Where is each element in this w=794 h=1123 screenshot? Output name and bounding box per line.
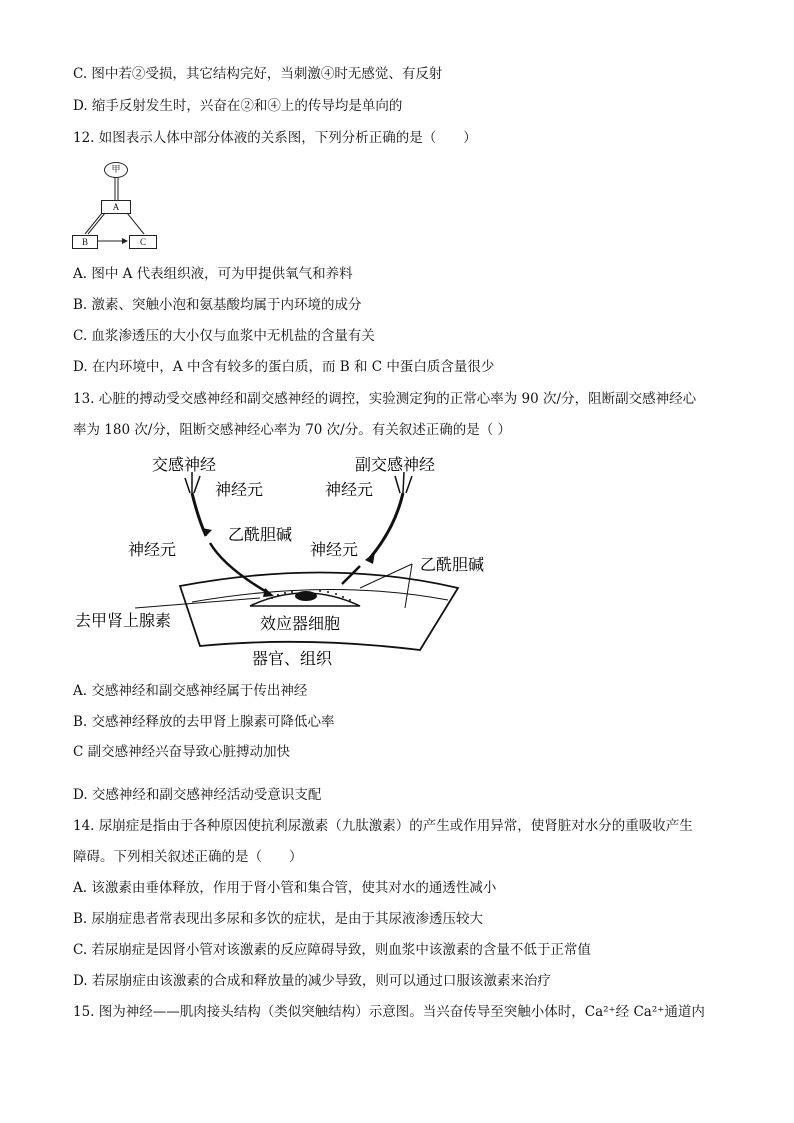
q13-label-parasympathetic: 副交感神经 <box>355 455 436 474</box>
q13-label-organ-tissue: 器官、组织 <box>252 649 333 668</box>
q12-option-d: D. 在内环境中，A 中含有较多的蛋白质，而 B 和 C 中蛋白质含量很少 <box>73 359 495 375</box>
q12-node-c: C <box>129 235 157 249</box>
q13-label-neuron-right-top: 神经元 <box>325 480 374 499</box>
q12-node-jia: 甲 <box>104 162 128 178</box>
q13-diagram-drawing <box>60 448 480 673</box>
q13-heart-nerve-diagram <box>60 448 485 673</box>
q13-label-sympathetic: 交感神经 <box>152 455 217 474</box>
q13-label-norepinephrine: 去甲肾上腺素 <box>75 611 172 630</box>
q13-stem-line-1: 13. 心脏的搏动受交感神经和副交感神经的调控，实验测定狗的正常心率为 90 次/分，阻断副交感神经心 <box>73 391 697 407</box>
q12-node-a: A <box>101 200 131 214</box>
q13-label-acetylcholine-right: 乙酰胆碱 <box>420 555 485 574</box>
q13-label-neuron-right-bottom: 神经元 <box>310 540 359 559</box>
q14-option-b: B. 尿崩症患者常表现出多尿和多饮的症状，是由于其尿液渗透压较大 <box>73 911 484 927</box>
q14-option-a: A. 该激素由垂体释放，作用于肾小管和集合管，使其对水的通透性减小 <box>73 880 497 896</box>
q13-label-effector-cell: 效应器细胞 <box>260 614 341 633</box>
q13-option-c: C 副交感神经兴奋导致心脏搏动加快 <box>73 744 291 760</box>
q15-stem-line-1: 15. 图为神经——肌肉接头结构（类似突触结构）示意图。当兴奋传导至突触小体时，Ca²⁺经 Ca²⁺通道内 <box>73 1004 705 1020</box>
q12-option-b: B. 激素、突触小泡和氨基酸均属于内环境的成分 <box>73 297 362 313</box>
q12-fluid-diagram <box>70 160 160 252</box>
q13-label-neuron-left-top: 神经元 <box>215 480 264 499</box>
q11-option-c: C. 图中若②受损，其它结构完好，当刺激④时无感觉、有反射 <box>73 66 443 82</box>
q13-label-neuron-left-bottom: 神经元 <box>128 540 177 559</box>
q12-option-a: A. 图中 A 代表组织液，可为甲提供氧气和养料 <box>73 266 353 282</box>
q14-stem-line-2: 障碍。下列相关叙述正确的是（ ） <box>73 849 303 865</box>
q14-stem-line-1: 14. 尿崩症是指由于各种原因使抗利尿激素（九肽激素）的产生或作用异常，使肾脏对水分的重吸收产生 <box>73 818 693 834</box>
q13-option-b: B. 交感神经释放的去甲肾上腺素可降低心率 <box>73 714 335 730</box>
q12-option-c: C. 血浆渗透压的大小仅与血浆中无机盐的含量有关 <box>73 328 375 344</box>
q14-option-d: D. 若尿崩症由该激素的合成和释放量的减少导致，则可以通过口服该激素来治疗 <box>73 973 551 989</box>
q11-option-d: D. 缩手反射发生时，兴奋在②和④上的传导均是单向的 <box>73 98 403 114</box>
q14-option-c: C. 若尿崩症是因肾小管对该激素的反应障碍导致，则血浆中该激素的含量不低于正常值 <box>73 942 591 958</box>
q13-stem-line-2: 率为 180 次/分，阻断交感神经心率为 70 次/分。有关叙述正确的是（ ） <box>73 422 511 438</box>
q12-stem: 12. 如图表示人体中部分体液的关系图，下列分析正确的是（ ） <box>73 130 477 146</box>
q13-label-acetylcholine-left: 乙酰胆碱 <box>228 525 293 544</box>
q12-node-b: B <box>72 235 98 249</box>
q13-option-a: A. 交感神经和副交感神经属于传出神经 <box>73 683 308 699</box>
q13-option-d: D. 交感神经和副交感神经活动受意识支配 <box>73 787 322 803</box>
